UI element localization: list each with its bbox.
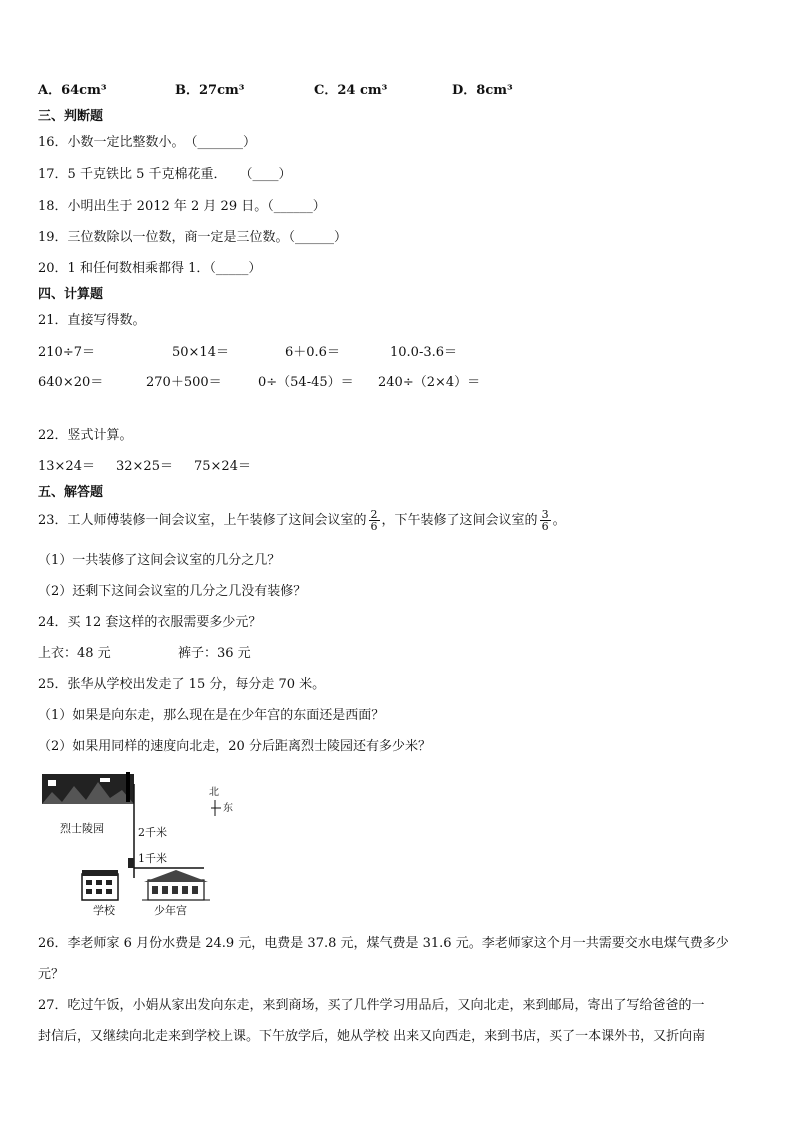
question-26-continued: 元？ [38,967,65,982]
option-b: B．27cm³ [175,83,245,98]
label-2km: 2千米 [138,826,167,839]
calc-item: 6＋0.6＝ [285,345,340,360]
calc-item: 13×24＝ [38,459,95,474]
question-27: 27．吃过午饭，小娟从家出发向东走，来到商场，买了几件学习用品后，又向北走，来到邮局，寄出了写给爸爸的一 [38,998,705,1013]
question-25-1: （1）如果是向东走，那么现在是在少年宫的东面还是西面？ [38,708,385,723]
question-17: 17．5 千克铁比 5 千克棉花重． （____） [38,167,292,182]
question-26: 26．李老师家 6 月份水费是 24.9 元，电费是 37.8 元，煤气费是 31.6 元。李老师家这个月一共需要交水电煤气费多少 [38,936,729,951]
section-word-problems: 五、解答题 [38,485,104,500]
fraction-2-6 [369,509,380,532]
calc-item: 50×14＝ [172,345,229,360]
calc-item: 0÷（54-45）＝ [258,375,354,390]
question-23-1: （1）一共装修了这间会议室的几分之几？ [38,553,281,568]
option-a: A．64cm³ [38,83,107,98]
section-judgement: 三、判断题 [38,109,104,124]
route-map [38,772,248,922]
question-25-2: （2）如果用同样的速度向北走，20 分后距离烈士陵园还有多少米？ [38,739,431,754]
school-illustration [82,870,118,900]
question-20: 20．1 和任何数相乘都得 1．（_____） [38,261,262,276]
calc-item: 32×25＝ [116,459,173,474]
fraction-numerator: 2 [370,508,378,521]
calc-item: 210÷7＝ [38,345,95,360]
calc-item: 640×20＝ [38,375,104,390]
label-youth-palace: 少年宫 [154,904,187,917]
calc-item: 240÷（2×4）＝ [378,375,481,390]
price-pants: 裤子：36 元 [178,646,251,661]
price-shirt: 上衣：48 元 [38,646,111,661]
question-22: 22．竖式计算。 [38,428,133,443]
label-1km: 1千米 [138,852,167,865]
question-23 [38,509,566,532]
option-d: D．8cm³ [452,83,513,98]
compass-icon [211,800,221,816]
option-c: C．24 cm³ [314,83,388,98]
question-24: 24．买 12 套这样的衣服需要多少元？ [38,615,262,630]
cemetery-illustration [42,772,134,804]
question-18: 18．小明出生于 2012 年 2 月 29 日。（______） [38,199,326,214]
label-school: 学校 [93,904,115,917]
q23-text-a: 23．工人师傅装修一间会议室，上午装修了这间会议室的 [38,513,367,528]
label-cemetery: 烈士陵园 [60,822,104,835]
calc-item: 75×24＝ [194,459,251,474]
fraction-numerator: 3 [541,508,549,521]
question-25: 25．张华从学校出发走了 15 分，每分走 70 米。 [38,677,326,692]
section-calculation: 四、计算题 [38,287,104,302]
question-19: 19．三位数除以一位数，商一定是三位数。（______） [38,230,348,245]
fraction-denominator: 6 [541,520,549,533]
question-23-2: （2）还剩下这间会议室的几分之几没有装修？ [38,584,307,599]
label-east: 东 [223,803,233,814]
youth-palace-illustration [142,870,210,900]
fraction-3-6 [540,509,551,532]
question-16: 16．小数一定比整数小。 （_______） [38,135,257,150]
q23-text-b: ，下午装修了这间会议室的 [381,513,538,528]
question-21: 21．直接写得数。 [38,313,146,328]
q23-text-c: 。 [552,513,566,528]
fraction-denominator: 6 [370,520,378,533]
label-north: 北 [209,787,219,798]
question-27-continued: 封信后，又继续向北走来到学校上课。下午放学后，她从学校 出来又向西走，来到书店，买了一本课外书，又折向南 [38,1029,706,1044]
calc-item: 10.0-3.6＝ [390,345,458,360]
calc-item: 270＋500＝ [146,375,222,390]
